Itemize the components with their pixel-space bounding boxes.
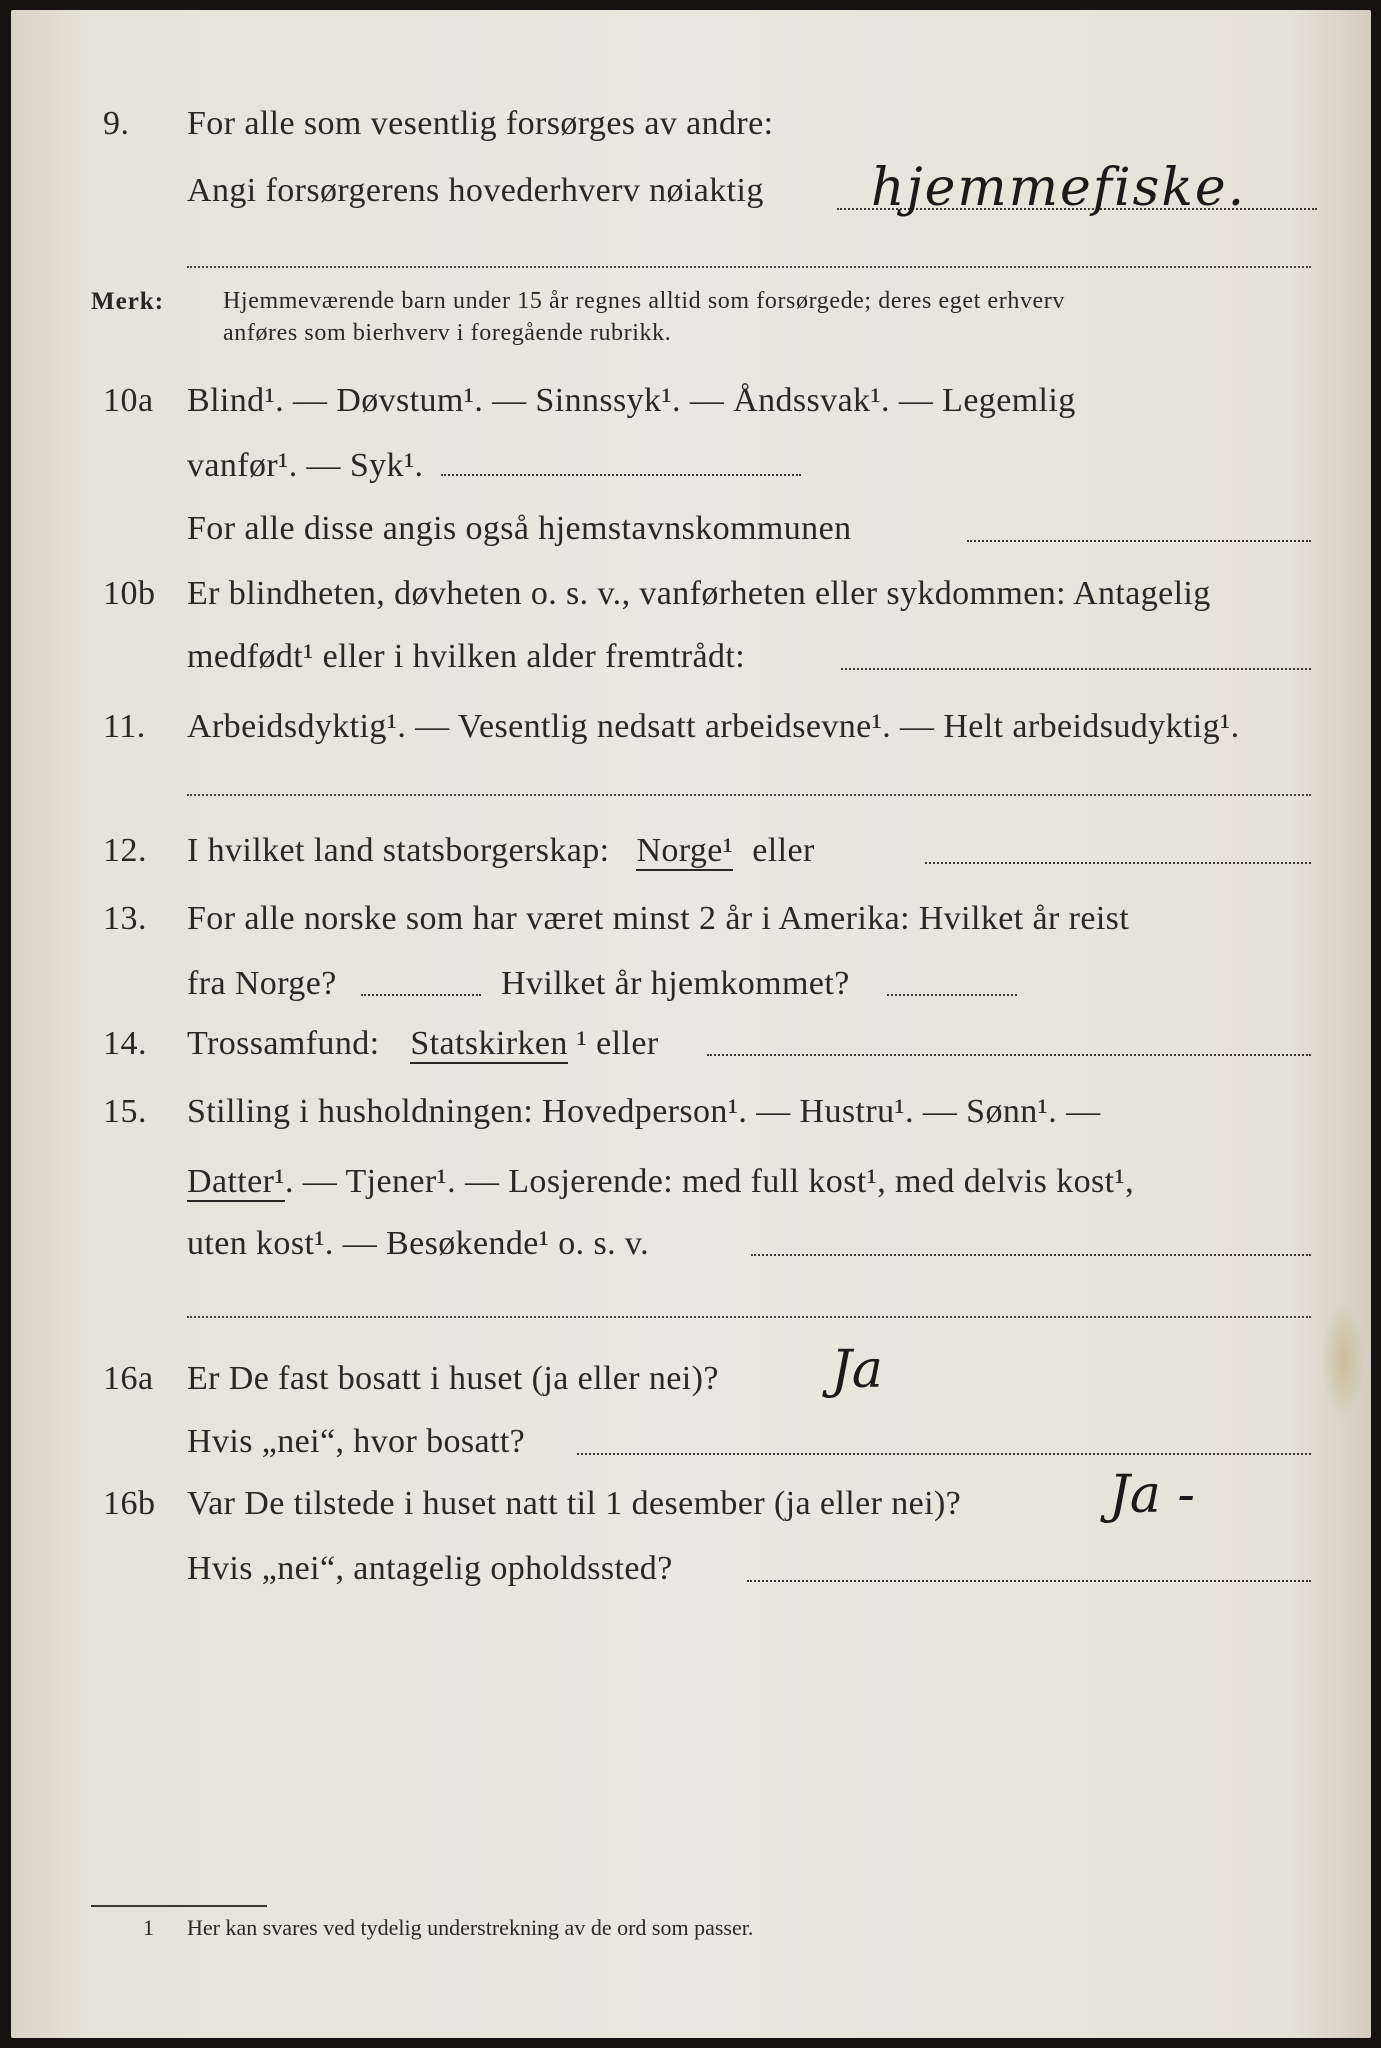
q16b-number: 16b xyxy=(103,1485,156,1522)
q10a-line-2: vanfør¹. — Syk¹. xyxy=(187,447,424,484)
q10b-line-1: Er blindheten, døvheten o. s. v., vanførheten eller sykdommen: Antagelig xyxy=(187,575,1211,612)
q13-number: 13. xyxy=(103,900,147,937)
q9-question: For alle som vesentlig forsørges av andre: xyxy=(187,105,774,142)
q12-underlined-norge: Norge¹ xyxy=(636,832,734,869)
q9-extra-line xyxy=(187,266,1311,268)
q10a-line-1: Blind¹. — Døvstum¹. — Sinnssyk¹. — Åndssvak¹. — Legemlig xyxy=(187,382,1076,419)
q12-fill xyxy=(925,862,1311,864)
q16a-question: Er De fast bosatt i huset (ja eller nei)? xyxy=(187,1360,719,1397)
q12-line xyxy=(187,832,815,870)
q9-handwritten-answer: hjemmefiske. xyxy=(871,158,1247,218)
q11-extra-line xyxy=(187,794,1311,796)
q16a-line-2: Hvis „nei“, hvor bosatt? xyxy=(187,1423,526,1460)
q15-underlined-datter: Datter¹ xyxy=(187,1163,285,1200)
q15-line-2-rest: . — Tjener¹. — Losjerende: med full kost¹, med delvis kost¹, xyxy=(284,1163,1134,1200)
footnote-rule xyxy=(91,1905,267,1907)
footnote-mark: 1 xyxy=(143,1915,154,1940)
q14-line xyxy=(187,1025,659,1063)
q14-number: 14. xyxy=(103,1025,147,1062)
note-line-1: Hjemmeværende barn under 15 år regnes alltid som forsørgede; deres eget erhverv xyxy=(223,288,1066,314)
footnote-text: Her kan svares ved tydelig understrekning av de ord som passer. xyxy=(187,1915,754,1940)
note-line-2: anføres som bierhverv i foregående rubrikk. xyxy=(223,320,672,346)
q14-prefix: Trossamfund: xyxy=(187,1025,380,1062)
q16b-fill xyxy=(747,1580,1311,1582)
q14-underlined-statskirken: Statskirken xyxy=(410,1025,568,1062)
paper-stain xyxy=(1321,1300,1365,1420)
q15-line-3: uten kost¹. — Besøkende¹ o. s. v. xyxy=(187,1225,650,1262)
q16a-number: 16a xyxy=(103,1360,154,1397)
q13-return-label: Hvilket år hjemkommet? xyxy=(501,965,850,1002)
q16b-handwritten-answer: Ja - xyxy=(1109,1465,1195,1525)
census-form-page xyxy=(11,10,1371,2038)
q16b-question: Var De tilstede i huset natt til 1 desember (ja eller nei)? xyxy=(187,1485,962,1522)
q15-line-1: Stilling i husholdningen: Hovedperson¹. — Hustru¹. — Sønn¹. — xyxy=(187,1093,1101,1130)
q11-number: 11. xyxy=(103,708,146,745)
q16a-handwritten-answer: Ja xyxy=(831,1340,883,1400)
q13-return-fill xyxy=(887,994,1017,996)
q10b-number: 10b xyxy=(103,575,156,612)
q15-extra-line xyxy=(187,1316,1311,1318)
q13-departure-fill xyxy=(361,994,481,996)
q13-departure-label: fra Norge? xyxy=(187,965,337,1002)
q12-prefix: I hvilket land statsborgerskap: xyxy=(187,832,610,869)
note-label: Merk: xyxy=(91,288,165,315)
q16a-fill xyxy=(577,1453,1311,1455)
q9-provider-occupation-label: Angi forsørgerens hovederhverv nøiaktig xyxy=(187,172,764,209)
q15-number: 15. xyxy=(103,1093,147,1130)
q10a-line-3: For alle disse angis også hjemstavnskommunen xyxy=(187,510,852,547)
q9-number: 9. xyxy=(103,105,130,142)
q14-fill xyxy=(707,1054,1311,1056)
q12-number: 12. xyxy=(103,832,147,869)
q10a-number: 10a xyxy=(103,382,154,419)
q10b-line-2: medfødt¹ eller i hvilken alder fremtrådt: xyxy=(187,638,746,675)
q15-fill xyxy=(751,1254,1311,1256)
q12-suffix: eller xyxy=(752,832,815,869)
q14-suffix: ¹ eller xyxy=(576,1025,659,1062)
q10a-line-3-fill xyxy=(967,540,1311,542)
q10b-fill xyxy=(841,668,1311,670)
q15-line-2 xyxy=(187,1163,1134,1201)
q16b-line-2: Hvis „nei“, antagelig opholdssted? xyxy=(187,1550,673,1587)
q10a-line-2-fill xyxy=(441,474,801,476)
q11-line-1: Arbeidsdyktig¹. — Vesentlig nedsatt arbeidsevne¹. — Helt arbeidsudyktig¹. xyxy=(187,708,1240,745)
q13-line-1: For alle norske som har været minst 2 år i Amerika: Hvilket år reist xyxy=(187,900,1130,937)
